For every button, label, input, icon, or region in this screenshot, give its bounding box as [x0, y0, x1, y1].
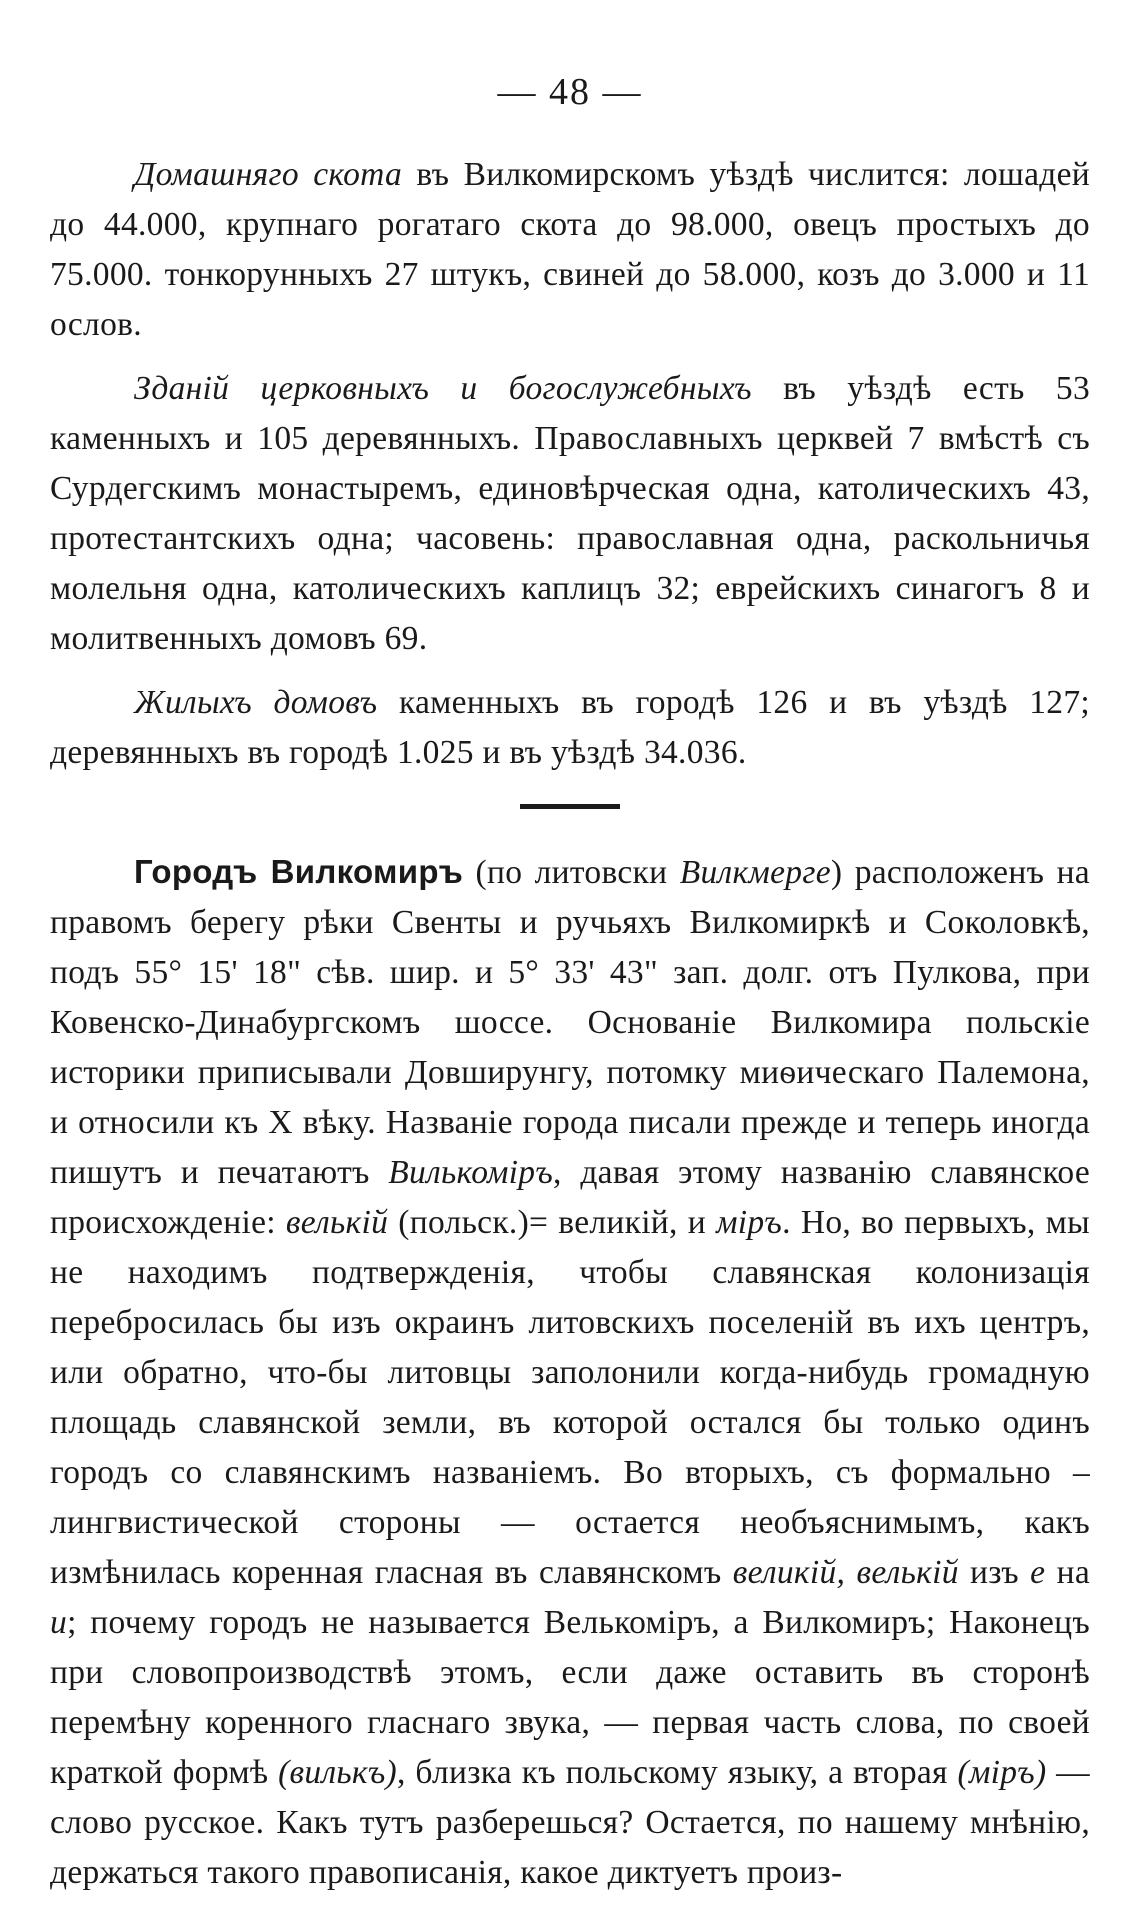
text-run: ; почему городъ не называется Велькомiръ, а Вилкомиръ; Наконецъ при словопроизводствѣ этомъ, если даже оставить въ сторонѣ перемѣну коренного гласнаго звука, — первая часть слова, по своей краткой формѣ — [50, 1604, 1090, 1791]
section-heading: Городъ Вилкомиръ — [134, 853, 464, 890]
italic-term: міръ — [716, 1204, 783, 1241]
paragraph-churches — [50, 364, 1090, 664]
italic-term: и — [50, 1604, 68, 1641]
text-run: , давая этому названію славянское происхожденіе: — [50, 1154, 1090, 1241]
page — [50, 70, 1090, 1912]
paragraph-text: въ уѣздѣ есть 53 каменныхъ и 105 деревянныхъ. Православныхъ церквей 7 вмѣстѣ съ Сурдегскимъ монастыремъ, единовѣрческая одна, католическихъ 43, протестантскихъ одна; часовень: православная одна, раскольничья молельня одна, католическихъ каплицъ 32; еврейскихъ синагогъ 8 и молитвенныхъ домовъ 69. — [50, 370, 1090, 657]
paragraph-town-vilkomir — [50, 847, 1090, 1898]
text-run: (польск.)= великій, и — [388, 1204, 717, 1241]
paragraph-lead: Домашняго скота — [134, 156, 403, 193]
italic-term: (вилькъ) — [278, 1754, 398, 1791]
italic-term: Вилькомiръ — [388, 1154, 554, 1191]
italic-term: (міръ) — [957, 1754, 1047, 1791]
text-run: , близка къ польскому языку, а вторая — [397, 1754, 958, 1791]
paragraph-text: каменныхъ въ городѣ 126 и въ уѣздѣ 127; деревянныхъ въ городѣ 1.025 и въ уѣздѣ 34.036. — [50, 684, 1090, 771]
text-run: . Но, во первыхъ, мы не находимъ подтвержденія, чтобы славянская колонизація перебросилась бы изъ окраинъ литовскихъ поселеній въ ихъ центръ, или обратно, что-бы литовцы заполонили когда-нибудь громадную площадь славянской земли, въ которой остался бы только одинъ городъ со славянскимъ названіемъ. Во вторыхъ, съ формально – лингвистической стороны — остается необъяснимымъ, какъ измѣнилась коренная гласная въ славянскомъ — [50, 1204, 1090, 1591]
paragraph-lead: Зданій церковныхъ и богослужебныхъ — [134, 370, 752, 407]
italic-term: великій, велькій — [732, 1554, 959, 1591]
section-divider — [520, 804, 620, 809]
text-run: — слово русское. Какъ тутъ разберешься? Остается, по нашему мнѣнію, держаться такого правописанія, какое диктуетъ произ- — [50, 1754, 1090, 1891]
italic-term: Вилкмерге — [679, 854, 831, 891]
italic-term: велькій — [285, 1204, 389, 1241]
text-run: (по литовски — [463, 854, 680, 891]
paragraph-houses — [50, 678, 1090, 778]
paragraph-livestock — [50, 150, 1090, 350]
italic-term: е — [1030, 1554, 1046, 1591]
page-number: — 48 — — [497, 71, 643, 113]
text-run: ) расположенъ на правомъ берегу рѣки Свенты и ручьяхъ Вилкомиркѣ и Соколовкѣ, подъ 55° 15' 18" сѣв. шир. и 5° 33' 43" зап. долг. отъ Пулкова, при Ковенско-Динабургскомъ шоссе. Основаніе Вилкомира польскіе историки приписывали Довширунгу, потомку миѳическаго Палемона, и относили къ X вѣку. Названіе города писали прежде и теперь иногда пишутъ и печатаютъ — [50, 854, 1090, 1191]
text-run: изъ — [958, 1554, 1031, 1591]
text-run: на — [1045, 1554, 1091, 1591]
paragraph-text: въ Вилкомирскомъ уѣздѣ числится: лошадей до 44.000, крупнаго рогатаго скота до 98.000, овецъ простыхъ до 75.000. тонкорунныхъ 27 штукъ, свиней до 58.000, козъ до 3.000 и 11 ослов. — [50, 156, 1090, 343]
paragraph-lead: Жилыхъ домовъ — [134, 684, 378, 721]
